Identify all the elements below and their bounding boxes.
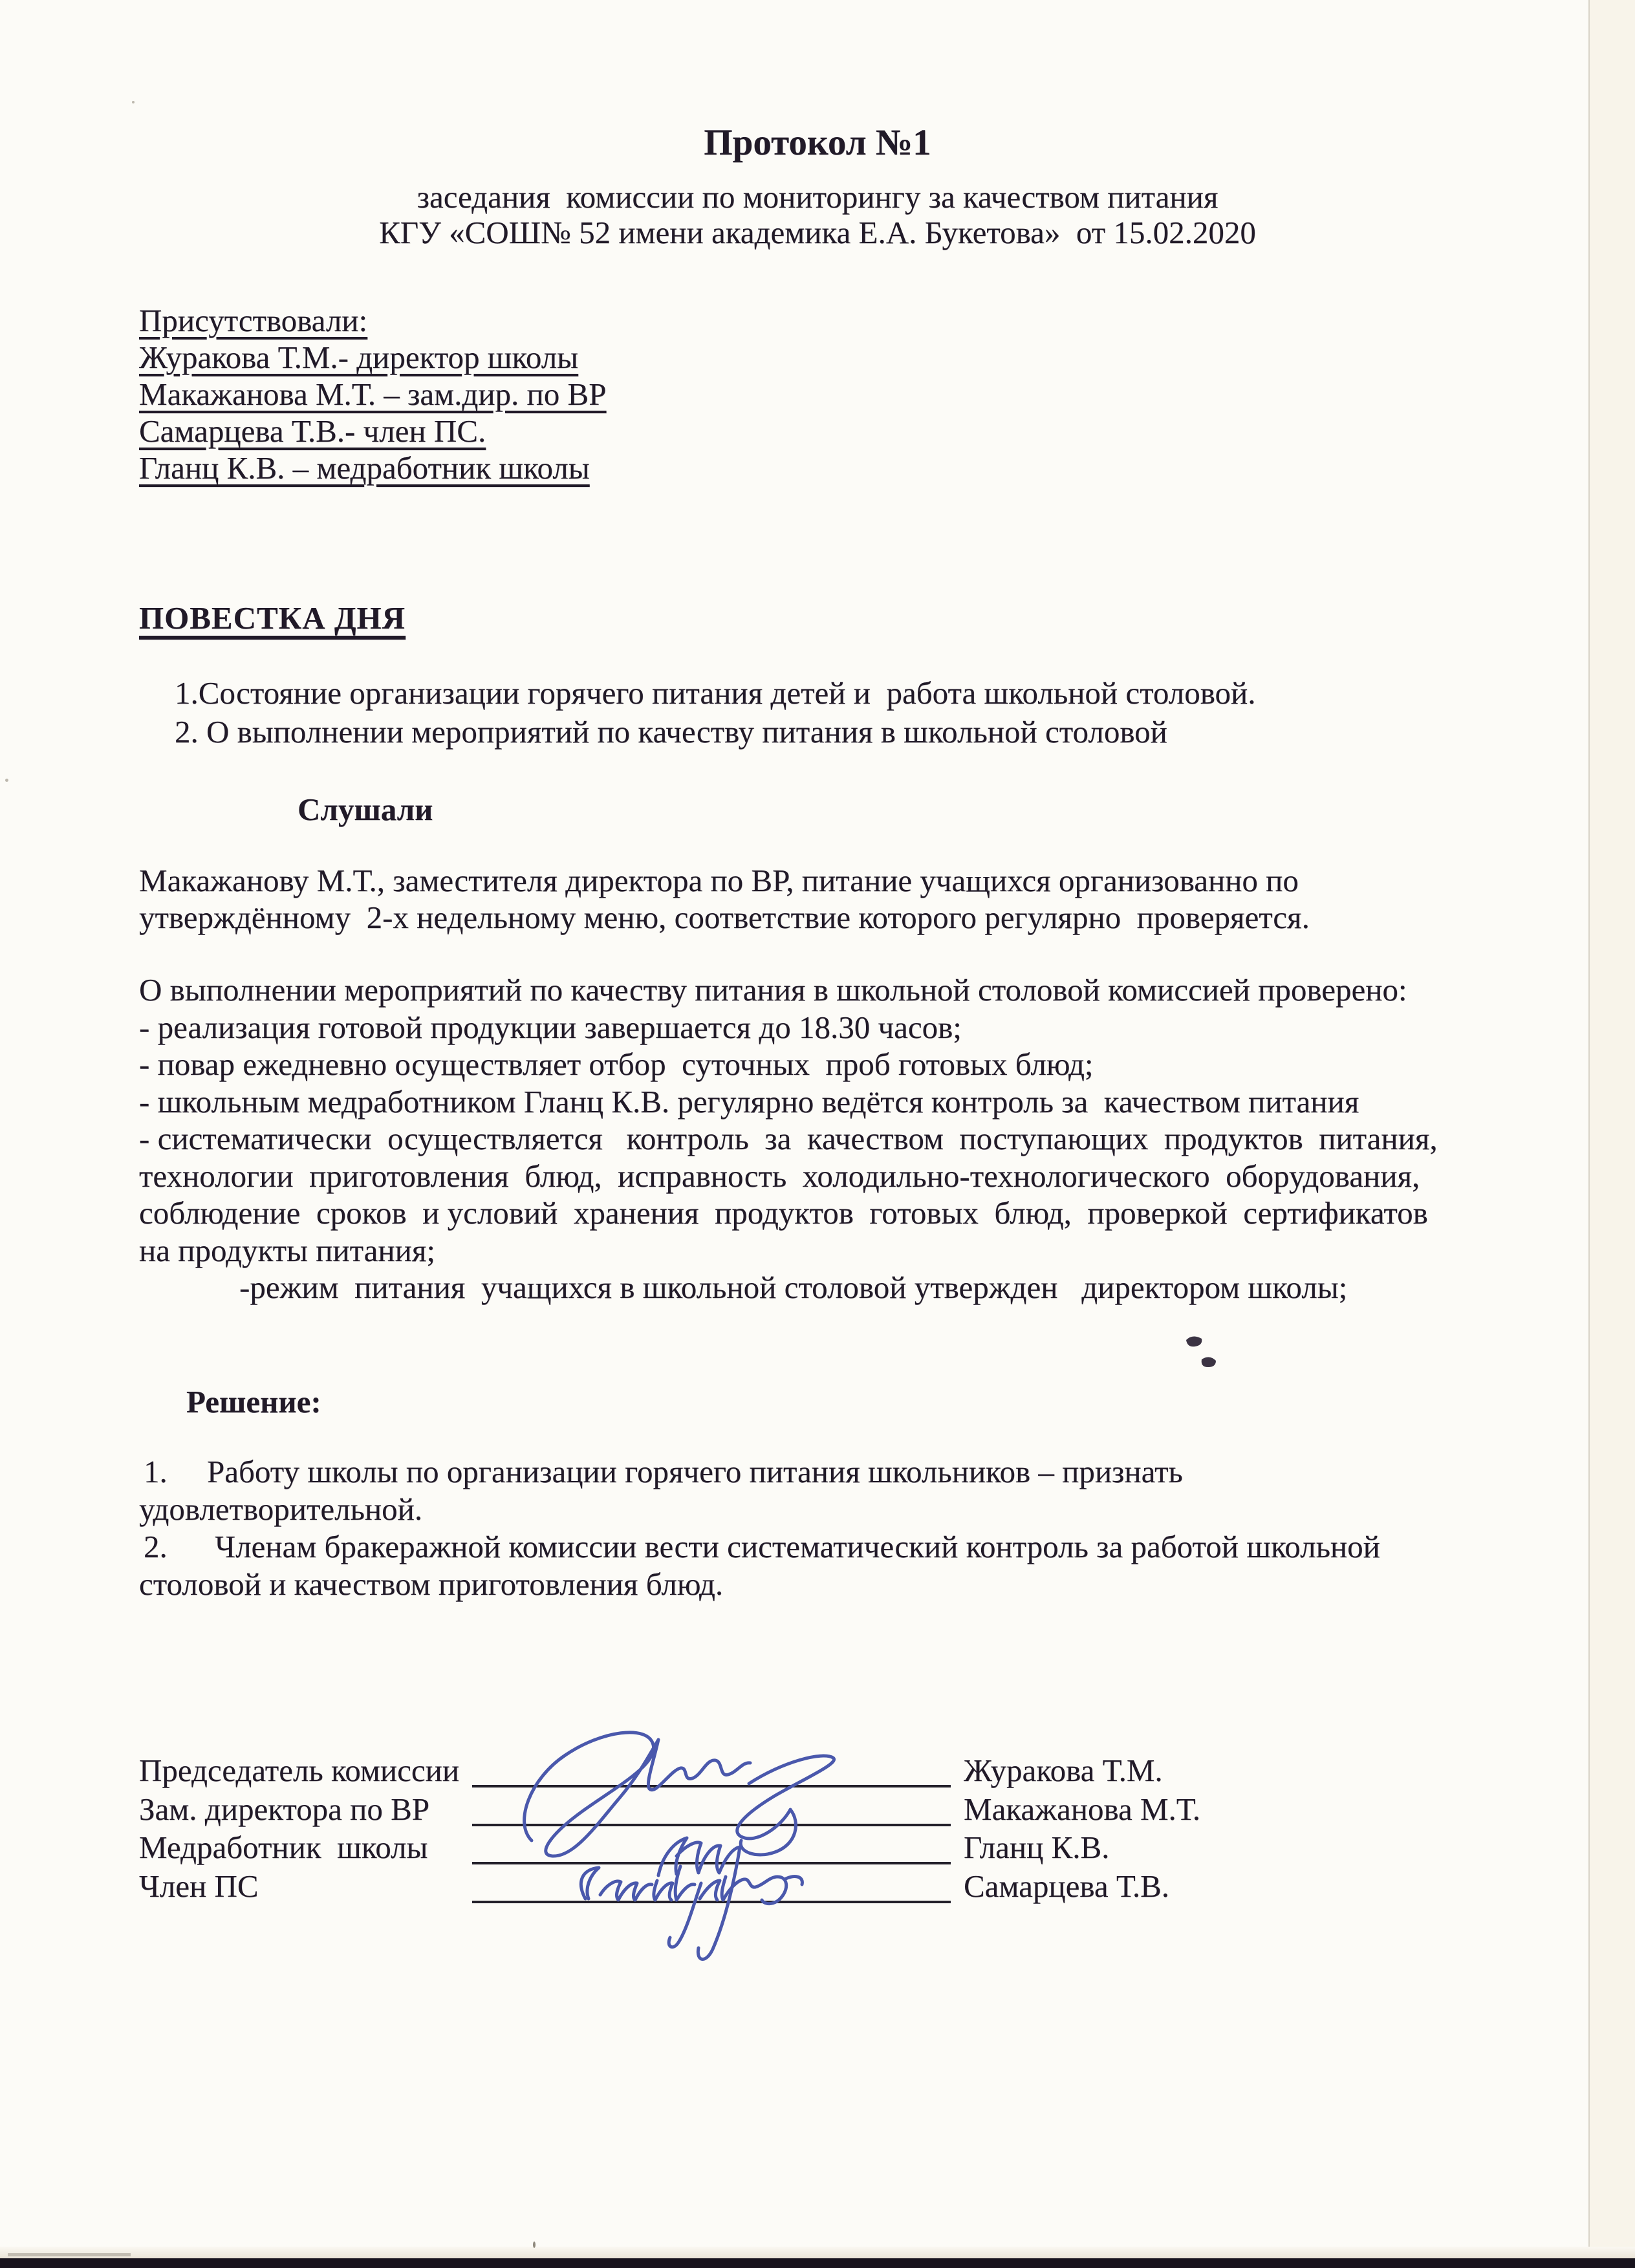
listening-paragraph-line: Макажанову М.Т., заместителя директора по ВР, питание учащихся организованно по: [139, 863, 1299, 898]
scan-paper-edge-strip: [1590, 0, 1635, 2268]
signature-position-label: Член ПС: [139, 1868, 259, 1904]
attendee-item: Самарцева Т.В.- член ПС.: [139, 413, 486, 449]
report-line: на продукты питания;: [139, 1233, 436, 1268]
scan-smudge: [8, 2253, 131, 2256]
attendee-item: Журакова Т.М.- директор школы: [139, 340, 579, 375]
report-line: - систематически осуществляется контроль за качеством поступающих продуктов питания,: [139, 1121, 1438, 1156]
signature-name: Журакова Т.М.: [964, 1753, 1163, 1788]
signature-name: Гланц К.В.: [964, 1830, 1110, 1865]
agenda-item: 1.Состояние организации горячего питания детей и работа школьной столовой.: [175, 675, 1256, 711]
signature-line: [472, 1785, 951, 1787]
dust-speck: [132, 101, 135, 103]
listening-heading: Слушали: [298, 792, 433, 827]
report-line: соблюдение сроков и условий хранения продуктов готовых блюд, проверкой сертификатов: [139, 1195, 1428, 1231]
scan-bottom-band: [0, 2258, 1635, 2268]
signature-name: Самарцева Т.В.: [964, 1868, 1170, 1904]
decision-heading: Решение:: [186, 1384, 321, 1420]
decision-line: столовой и качеством приготовления блюд.: [139, 1566, 724, 1602]
report-line: технологии приготовления блюд, исправность холодильно-технологического оборудования,: [139, 1158, 1420, 1194]
report-line: - школьным медработником Гланц К.В. регулярно ведётся контроль за качеством питания: [139, 1084, 1359, 1119]
signature-line: [472, 1901, 951, 1903]
signature-line: [472, 1824, 951, 1826]
attendee-item: Гланц К.В. – медработник школы: [139, 450, 590, 486]
signature-position-label: Зам. директора по ВР: [139, 1791, 430, 1827]
signature-position-label: Председатель комиссии: [139, 1753, 460, 1788]
attendee-item: Макажанова М.Т. – зам.дир. по ВР: [139, 376, 607, 412]
document-title: Протокол №1: [704, 122, 931, 163]
signature-ink-flourish: [737, 1756, 834, 1855]
report-line: О выполнении мероприятий по качеству питания в школьной столовой комиссией проверено:: [139, 972, 1407, 1008]
scan-paper-edge-line: [1588, 0, 1590, 2268]
attendees-heading: Присутствовали:: [139, 303, 368, 338]
report-line: - повар ежедневно осуществляет отбор суточных проб готовых блюд;: [139, 1046, 1094, 1082]
decision-line: 1. Работу школы по организации горячего питания школьников – признать: [144, 1454, 1183, 1489]
dust-speck: [533, 2241, 536, 2248]
agenda-item: 2. О выполнении мероприятий по качеству питания в школьной столовой: [175, 714, 1167, 750]
signature-ink-chairman: [525, 1733, 750, 1856]
ink-blot: [1186, 1336, 1202, 1346]
signature-position-label: Медработник школы: [139, 1830, 428, 1865]
listening-paragraph-line: утверждённому 2-х недельному меню, соответствие которого регулярно проверяется.: [139, 900, 1310, 935]
document-subtitle-line1: заседания комиссии по мониторингу за качеством питания: [417, 179, 1218, 215]
signature-name: Макажанова М.Т.: [964, 1791, 1201, 1827]
signature-ink-medworker: [658, 1838, 740, 1960]
signature-line: [472, 1862, 951, 1864]
report-line-indented: -режим питания учащихся в школьной столовой утвержден директором школы;: [239, 1269, 1348, 1305]
agenda-heading: ПОВЕСТКА ДНЯ: [139, 600, 406, 636]
decision-line: 2. Членам бракеражной комиссии вести систематический контроль за работой школьной: [144, 1529, 1380, 1564]
scan-bottom-shadow: [0, 2247, 1635, 2258]
document-subtitle-line2: КГУ «СОШ№ 52 имени академика Е.А. Букетова» от 15.02.2020: [379, 215, 1256, 250]
signature-ink-samartseva: [581, 1866, 802, 1947]
ink-blot: [1202, 1357, 1216, 1367]
report-line: - реализация готовой продукции завершается до 18.30 часов;: [139, 1010, 962, 1045]
dust-speck: [5, 779, 8, 782]
decision-line: удовлетворительной.: [139, 1491, 423, 1527]
